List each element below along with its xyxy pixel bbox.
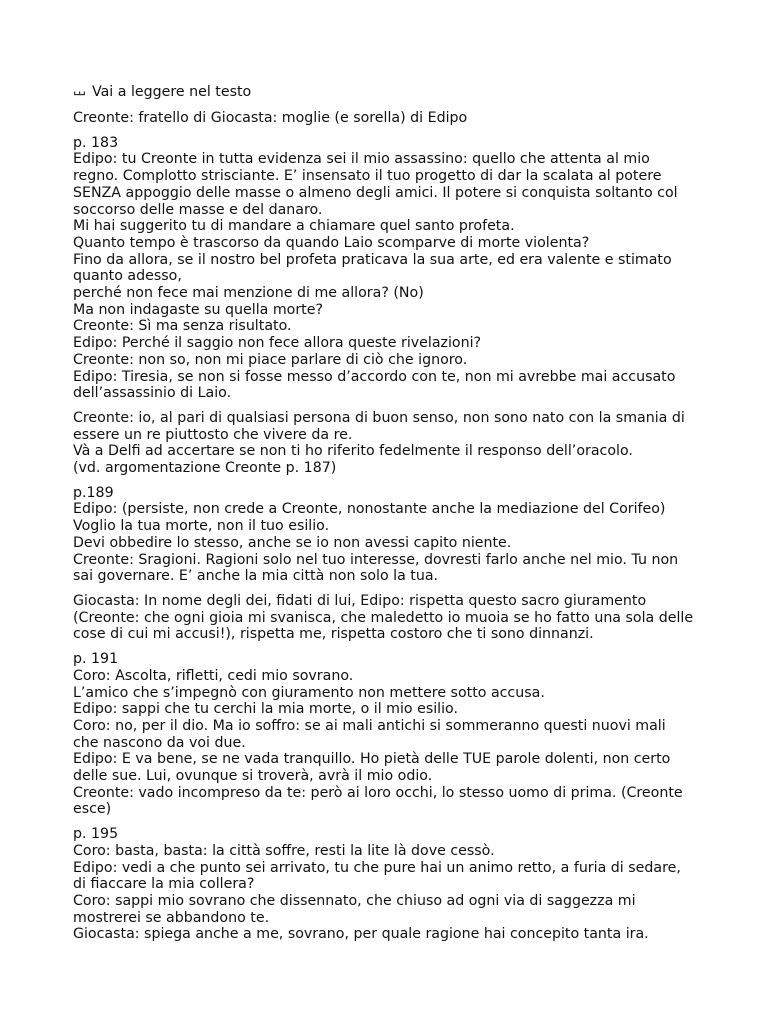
text-line: Giocasta: spiega anche a me, sovrano, per quale ragione hai concepito tanta ira. bbox=[73, 926, 649, 943]
text-line: (Creonte: che ogni gioia mi svanisca, che maledetto io muoia se ho fatto una sola delle bbox=[73, 609, 694, 626]
text-line: Fino da allora, se il nostro bel profeta praticava la sua arte, ed era valente e stimato bbox=[73, 251, 672, 268]
text-line: p. 195 bbox=[73, 826, 119, 843]
text-line: p. 183 bbox=[73, 134, 119, 151]
text-line: quanto adesso, bbox=[73, 268, 182, 285]
text-line: perché non fece mai menzione di me allora? (No) bbox=[73, 285, 424, 302]
text-line: Coro: sappi mio sovrano che dissennato, che chiuso ad ogni via di saggezza mi bbox=[73, 892, 636, 909]
go-to-text-label[interactable]: Vai a leggere nel testo bbox=[92, 84, 252, 100]
paragraph-block bbox=[73, 485, 708, 585]
paragraph-block bbox=[73, 410, 708, 477]
text-line: SENZA appoggio delle masse o almeno degli amici. Il potere si conquista soltanto col bbox=[73, 184, 678, 201]
text-line: dell’assassinio di Laio. bbox=[73, 385, 232, 402]
paragraph-block bbox=[73, 110, 708, 127]
text-line: cose di cui mi accusi!), rispetta me, rispetta costoro che ti sono dinnanzi. bbox=[73, 626, 594, 643]
text-line: di fiaccare la mia collera? bbox=[73, 876, 255, 893]
text-line: Coro: Ascolta, rifletti, cedi mio sovrano. bbox=[73, 667, 354, 684]
text-line: Edipo: (persiste, non crede a Creonte, nonostante anche la mediazione del Corifeo) bbox=[73, 501, 666, 518]
text-line: p.189 bbox=[73, 484, 114, 501]
text-line: Devi obbedire lo stesso, anche se io non avessi capito niente. bbox=[73, 534, 512, 551]
text-line: (vd. argomentazione Creonte p. 187) bbox=[73, 460, 337, 477]
text-line: Edipo: Tiresia, se non si fosse messo d’accordo con te, non mi avrebbe mai accusato bbox=[73, 368, 676, 385]
text-line: esce) bbox=[73, 801, 112, 818]
text-line: p. 191 bbox=[73, 651, 119, 668]
text-line: delle sue. Lui, ovunque si troverà, avrà il mio odio. bbox=[73, 768, 433, 785]
text-line: che nascono da voi due. bbox=[73, 734, 246, 751]
text-line: Creonte: io, al pari di qualsiasi persona di buon senso, non sono nato con la smania di bbox=[73, 409, 685, 426]
text-line: Coro: no, per il dio. Ma io soffro: se ai mali antichi si sommeranno questi nuovi mali bbox=[73, 717, 666, 734]
text-line: sai governare. E’ anche la mia città non solo la tua. bbox=[73, 568, 439, 585]
paragraph-block bbox=[73, 593, 708, 643]
text-line: Quanto tempo è trascorso da quando Laio scomparve di morte violenta? bbox=[73, 234, 590, 251]
paragraph-block bbox=[73, 826, 708, 943]
text-line: L’amico che s’impegnò con giuramento non mettere sotto accusa. bbox=[73, 684, 545, 701]
text-line: Edipo: tu Creonte in tutta evidenza sei il mio assassino: quello che attenta al mio bbox=[73, 151, 650, 168]
paragraph-block bbox=[73, 651, 708, 818]
document-body bbox=[73, 110, 708, 943]
text-line: Creonte: vado incompreso da te: però ai loro occhi, lo stesso uomo di prima. (Creonte bbox=[73, 784, 683, 801]
text-line: Creonte: Sragioni. Ragioni solo nel tuo interesse, dovresti farlo anche nel mio. Tu non bbox=[73, 551, 679, 568]
text-line: soccorso delle masse e del danaro. bbox=[73, 201, 323, 218]
text-line: Voglio la tua morte, non il tuo esilio. bbox=[73, 518, 330, 535]
text-line: Giocasta: In nome degli dei, fidati di lui, Edipo: rispetta questo sacro giuramento bbox=[73, 592, 647, 609]
text-line: Creonte: Sì ma senza risultato. bbox=[73, 318, 292, 335]
text-line: mostrerei se abbandono te. bbox=[73, 909, 270, 926]
text-line: Coro: basta, basta: la città soffre, resti la lite là dove cessò. bbox=[73, 842, 495, 859]
text-line: Ma non indagaste su quella morte? bbox=[73, 301, 324, 318]
text-line: Edipo: Perché il saggio non fece allora queste rivelazioni? bbox=[73, 335, 482, 352]
text-line: Creonte: fratello di Giocasta: moglie (e sorella) di Edipo bbox=[73, 110, 468, 126]
text-line: essere un re piuttosto che vivere da re. bbox=[73, 426, 353, 443]
link-icon bbox=[73, 85, 86, 93]
text-line: Mi hai suggerito tu di mandare a chiamare quel santo profeta. bbox=[73, 218, 515, 235]
paragraph-block bbox=[73, 135, 708, 402]
go-to-text-link[interactable] bbox=[73, 84, 708, 101]
text-line: Creonte: non so, non mi piace parlare di ciò che ignoro. bbox=[73, 351, 468, 368]
text-line: Edipo: sappi che tu cerchi la mia morte, o il mio esilio. bbox=[73, 701, 459, 718]
text-line: Và a Delfi ad accertare se non ti ho riferito fedelmente il responso dell’oracolo. bbox=[73, 443, 633, 460]
text-line: regno. Complotto strisciante. E’ insensato il tuo progetto di dar la scalata al potere bbox=[73, 168, 662, 185]
text-line: Edipo: E va bene, se ne vada tranquillo. Ho pietà delle TUE parole dolenti, non certo bbox=[73, 751, 671, 768]
text-line: Edipo: vedi a che punto sei arrivato, tu che pure hai un animo retto, a furia di sedare, bbox=[73, 859, 681, 876]
